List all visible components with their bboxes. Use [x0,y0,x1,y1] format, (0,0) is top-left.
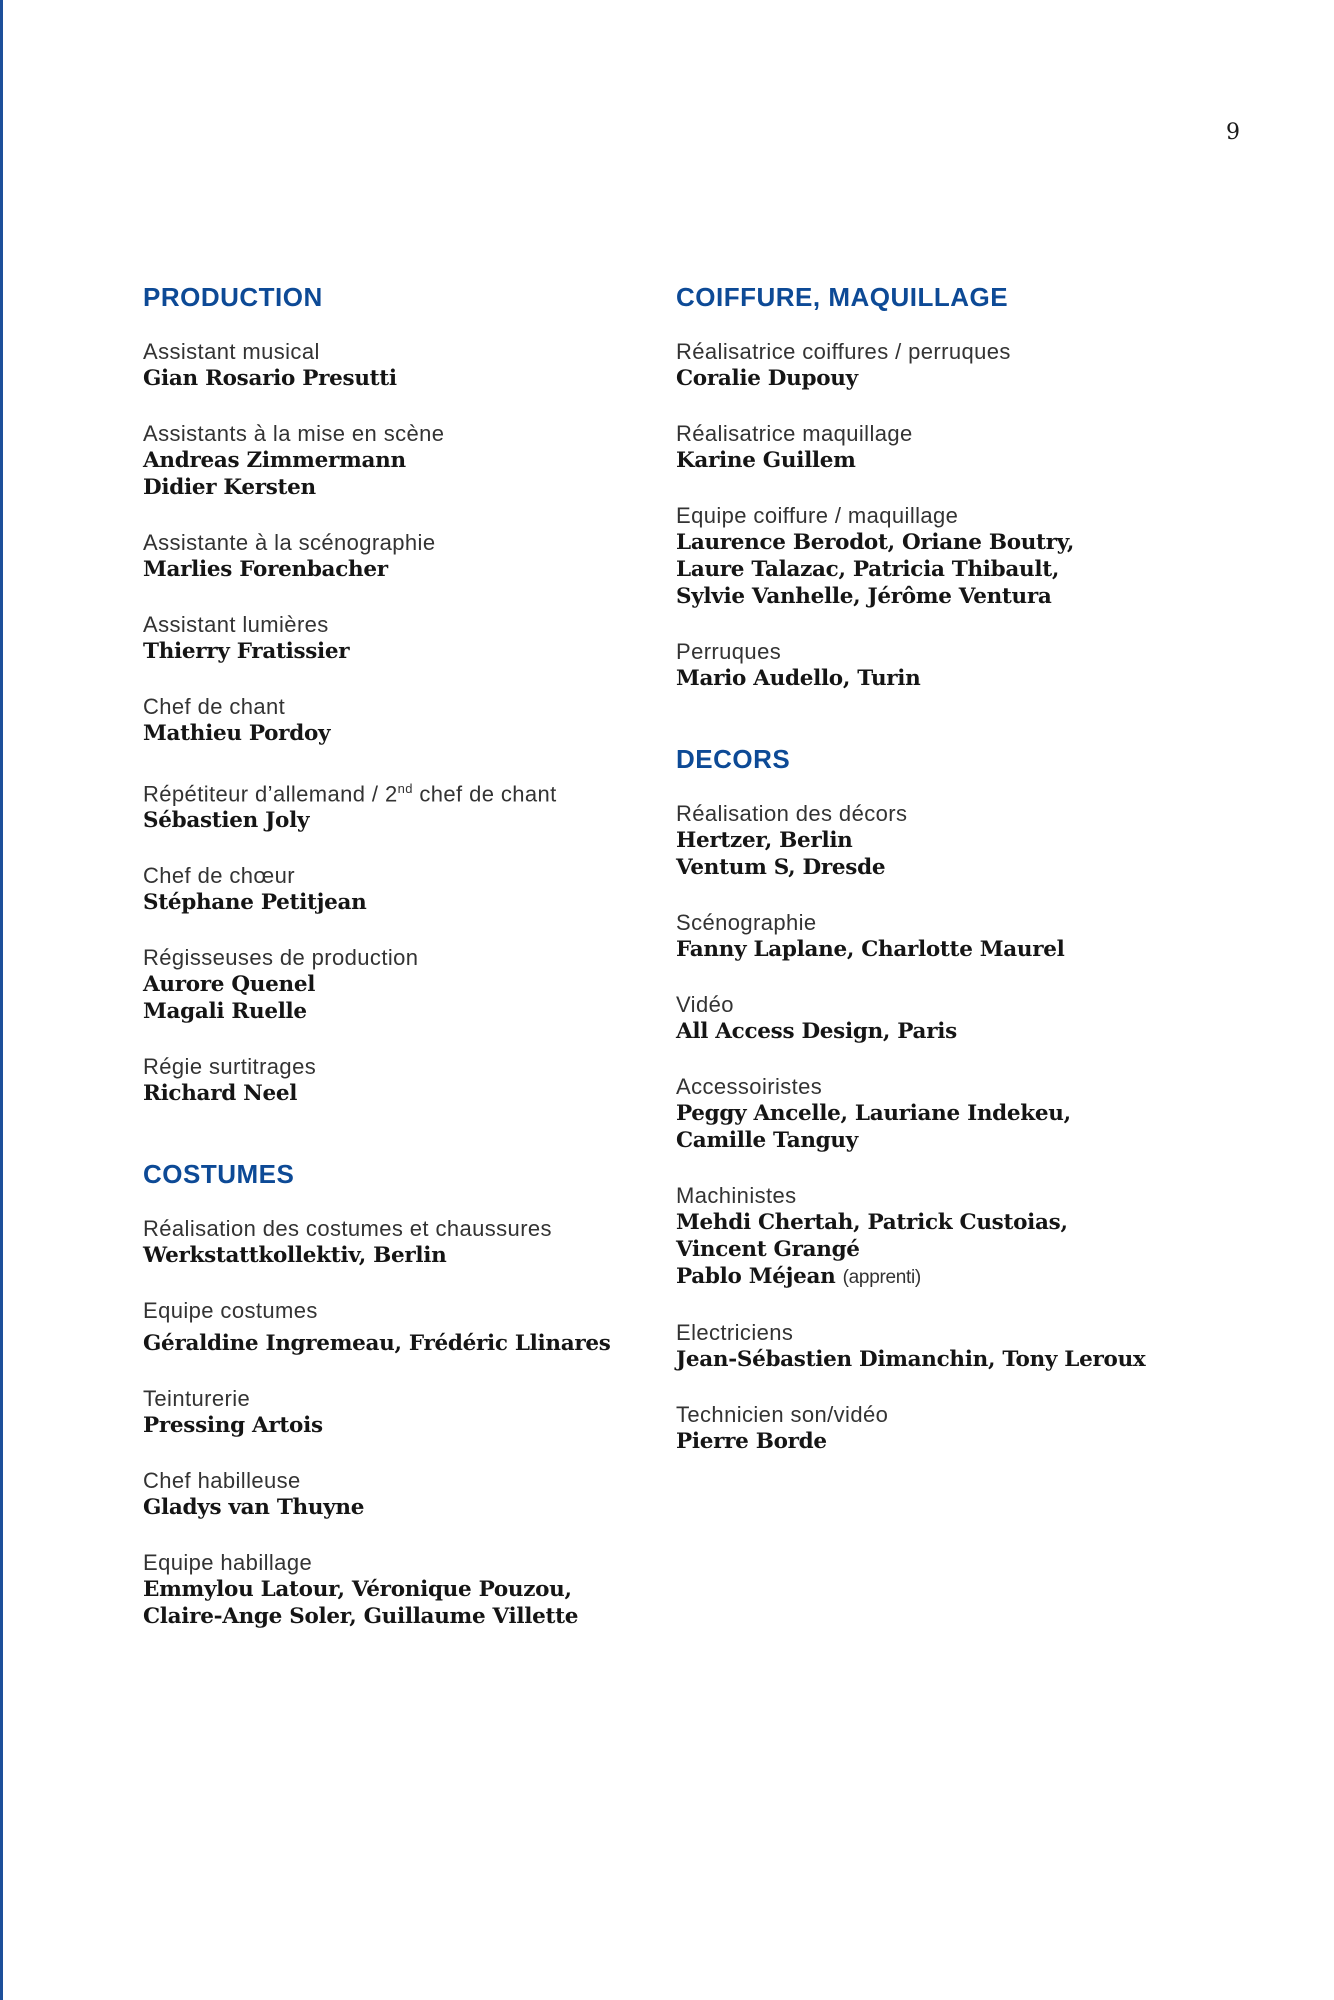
section-coiffure-maquillage [676,280,1236,692]
credit-name [676,854,1236,881]
credit-role-text: chef de chant [412,781,557,807]
credit-name [143,807,663,834]
credit-role: Assistant musical [143,339,320,364]
credit-role: Régisseuses de production [143,945,419,971]
credit-name [676,1236,1236,1263]
section-title: COIFFURE, MAQUILLAGE [676,282,1009,312]
credit-entry [143,1053,663,1107]
credit-role: Réalisatrice coiffures / perruques [676,339,1011,364]
credit-role: Réalisation des costumes et chaussures [143,1216,552,1242]
credit-name [676,1428,1236,1455]
credit-name-text: Laurence Berodot, Oriane Boutry, [676,530,1075,555]
credit-name-text: Werkstattkollektiv, Berlin [143,1243,447,1269]
credit-names [143,720,663,747]
credit-entry [143,1467,663,1521]
credit-name-text: Peggy Ancelle, Lauriane Indekeu, [676,1101,1071,1126]
credit-name [143,1242,663,1269]
credit-name-text: Pablo Méjean [676,1264,836,1289]
credit-name [676,1209,1236,1236]
section-title: COSTUMES [143,1159,295,1190]
credit-name-text: Marlies Forenbacher [143,557,388,582]
credit-name-text: Mario Audello, Turin [676,666,921,691]
credit-role: Equipe costumes [143,1298,318,1324]
credit-role: Teinturerie [143,1386,251,1412]
credit-role: Equipe habillage [143,1550,313,1576]
credit-note: (apprenti) [842,1267,921,1288]
credit-entry [676,909,1236,963]
credit-names [676,1346,1236,1373]
credit-name-text: Claire-Ange Soler, Guillaume Villette [143,1604,579,1630]
credit-name-text: Sylvie Vanhelle, Jérôme Ventura [676,584,1052,609]
credit-role: Chef habilleuse [143,1468,301,1494]
credit-entry [143,775,663,834]
section-costumes [143,1157,663,1630]
credit-name [676,556,1236,583]
credit-name [676,1018,1236,1045]
credit-role: Machinistes [676,1183,797,1208]
credit-name-text: Magali Ruelle [143,999,307,1025]
credit-name-text: Ventum S, Dresde [676,855,886,880]
credit-entry [143,420,663,501]
credit-entry [676,800,1236,881]
credit-name [143,1576,663,1603]
credit-entry [143,611,663,665]
credit-names [143,638,663,665]
credit-names [676,447,1236,474]
credit-name [676,1100,1236,1127]
right-column [676,280,1236,1505]
credit-entry [676,638,1236,692]
credit-name [676,936,1236,963]
credit-names [143,971,663,1025]
page-edge-rule [0,0,3,2000]
credit-entry [676,1182,1236,1291]
credit-role [143,775,663,807]
credit-names [676,529,1236,610]
credit-names [143,1330,663,1357]
credit-role: Assistants à la mise en scène [143,421,445,446]
credit-names [676,665,1236,692]
credit-role: Réalisatrice maquillage [676,421,913,446]
credit-name-text: Laure Talazac, Patricia Thibault, [676,557,1060,582]
credit-role: Equipe coiffure / maquillage [676,503,959,528]
credit-names [143,556,663,583]
credit-name-text: Stéphane Petitjean [143,890,367,916]
credit-name-text: Gladys van Thuyne [143,1495,365,1521]
credit-entry [143,529,663,583]
credit-entry [676,991,1236,1045]
credit-name [676,1346,1236,1373]
credit-names [143,1494,663,1521]
credit-name [676,827,1236,854]
credit-name [143,556,663,583]
credit-name [676,1127,1236,1154]
credit-name [143,1494,663,1521]
credit-name [143,889,663,916]
credit-names [676,1428,1236,1455]
credit-name [143,720,663,747]
credit-names [143,1242,663,1269]
credit-names [143,807,663,834]
credit-name [143,1603,663,1630]
credit-entry [676,338,1236,392]
credit-name [143,998,663,1025]
credit-names [143,1412,663,1439]
credit-role: Electriciens [676,1320,794,1345]
credit-entry [143,1549,663,1630]
credit-entry [143,693,663,747]
credit-names [676,1018,1236,1045]
credit-name-text: Emmylou Latour, Véronique Pouzou, [143,1577,572,1603]
credit-name-text: Aurore Quenel [143,972,316,998]
section-decors [676,742,1236,1455]
credit-name-text: Vincent Grangé [676,1237,860,1262]
credit-names [676,1209,1236,1291]
credit-role: Perruques [676,639,782,664]
credit-role: Assistant lumières [143,612,329,637]
credit-entry [143,944,663,1025]
credit-name-text: Sébastien Joly [143,808,310,834]
credit-name-text: Camille Tanguy [676,1128,858,1153]
credit-names [676,1100,1236,1154]
credit-name-text: Coralie Dupouy [676,366,858,391]
credit-name [676,447,1236,474]
credit-names [143,365,663,392]
credit-name [143,474,663,501]
credit-name-text: Gian Rosario Presutti [143,366,397,391]
section-title: PRODUCTION [143,282,323,312]
credit-names [676,365,1236,392]
credit-entry [676,502,1236,610]
credit-role: Vidéo [676,992,734,1017]
credit-name [143,638,663,665]
credit-name [143,365,663,392]
left-column [143,280,663,1680]
credit-role: Scénographie [676,910,817,935]
section-production [143,280,663,1107]
credit-name [143,447,663,474]
credit-name [143,1412,663,1439]
credit-name-text: Didier Kersten [143,475,316,500]
credit-entry [143,1215,663,1269]
credit-name-text: Karine Guillem [676,448,856,473]
credit-entry [143,862,663,916]
credit-entry [676,1401,1236,1455]
credit-name [676,529,1236,556]
credit-names [143,889,663,916]
credit-names [143,447,663,501]
credit-entry [676,1319,1236,1373]
credit-name-text: Mathieu Pordoy [143,721,331,746]
credit-entry [143,1385,663,1439]
credit-names [143,1080,663,1107]
credit-name-text: Thierry Fratissier [143,639,350,664]
credit-name-text: Andreas Zimmermann [143,448,406,473]
credit-role: Chef de chœur [143,863,295,889]
credit-name [676,1263,1236,1291]
credit-entry [143,1297,663,1357]
credit-names [143,1576,663,1630]
credit-entry [143,338,663,392]
credit-name [143,971,663,998]
credit-name-text: Hertzer, Berlin [676,828,853,853]
credit-role: Assistante à la scénographie [143,530,436,555]
credit-role: Accessoiristes [676,1074,823,1099]
credit-role-text: Répétiteur d’allemand / 2 [143,781,398,807]
credit-name-text: Fanny Laplane, Charlotte Maurel [676,937,1065,962]
credit-role: Technicien son/vidéo [676,1402,889,1427]
credit-name [676,583,1236,610]
ordinal-superscript: nd [397,781,413,796]
credit-name-text: Pressing Artois [143,1413,323,1439]
section-title: DECORS [676,744,791,774]
credit-name [143,1080,663,1107]
credit-name-text: Géraldine Ingremeau, Frédéric Llinares [143,1331,611,1357]
credit-name-text: Richard Neel [143,1081,298,1107]
page-number: 9 [1226,120,1240,145]
credit-name-text: Pierre Borde [676,1429,827,1454]
credit-name [143,1330,663,1357]
credit-name-text: All Access Design, Paris [676,1019,957,1044]
credit-role: Régie surtitrages [143,1054,317,1080]
credit-entry [676,1073,1236,1154]
credit-names [676,827,1236,881]
credit-name [676,365,1236,392]
credit-name-text: Jean-Sébastien Dimanchin, Tony Leroux [676,1347,1146,1372]
credit-name [676,665,1236,692]
credit-name-text: Mehdi Chertah, Patrick Custoias, [676,1210,1068,1235]
credit-entry [676,420,1236,474]
credit-role: Réalisation des décors [676,801,908,826]
credit-names [676,936,1236,963]
credit-role: Chef de chant [143,694,286,719]
